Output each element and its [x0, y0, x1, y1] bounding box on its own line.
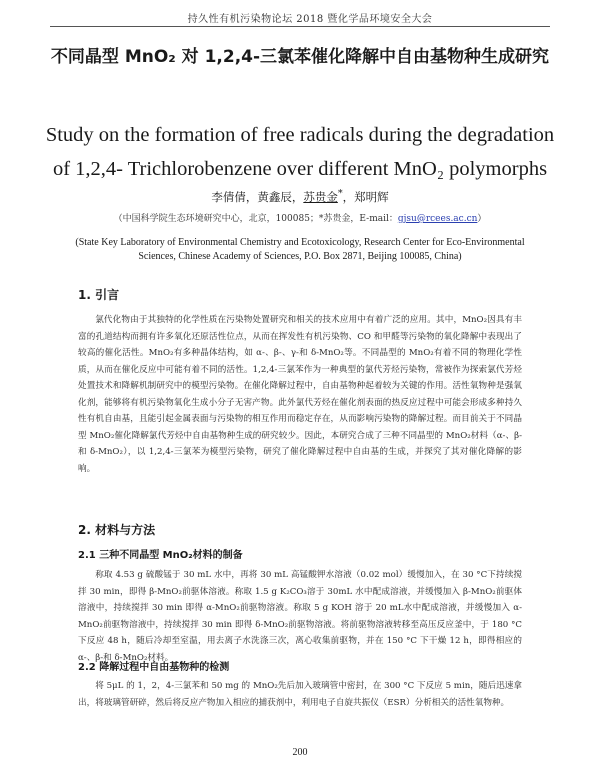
title-english: Study on the formation of free radicals during the degradation of 1,2,4- Trichlorobenzene over different MnO₂ polymorphs: [45, 124, 555, 180]
title-chinese: 不同晶型 MnO₂ 对 1,2,4-三氯苯催化降解中自由基物种生成研究: [50, 47, 550, 67]
section-heading-methods: 2. 材料与方法: [78, 523, 156, 537]
subsection-heading-preparation: 2.1 三种不同晶型 MnO₂材料的制备: [78, 550, 243, 561]
introduction-paragraph: 氯代化物由于其独特的化学性质在污染物处置研究和相关的技术应用中有着广泛的应用。其中，MnO₂因具有丰富的孔道结构而拥有许多氧化还原活性位点，从而在挥发性有机污染物、CO 和甲醛等污染物的氧化降解中表现出了较高的催化活性。MnO₂有多种晶体结构，如 α-、β-、γ-和 δ-MnO₂等。不同晶型的 MnO₂有着不同的物理化学性质，从而在催化反应中可能有着不同的活性。1,2,4-三氯苯作为一种典型的氯代芳烃污染物，常被作为探索氯代芳烃处置技术和降解机制研究中的模型污染物。在催化降解过程中，自由基物种起着较为关键的作用。活性氧物种是强氧化剂，能够将有机污染物氧化生成小分子无害产物。此外氯代芳烃在催化剂表面的热反应过程中可能会形成多种持久性有机自由基，且能引起金属表面与污染物的相互作用而稳定存在，从而影响污染物的降解过程。而目前关于不同晶型 MnO₂催化降解氯代芳烃中自由基物种生成的研究较少。因此，本研究合成了三种不同晶型的 MnO₂材料（α-、β-和 δ-MnO₂），以 1,2,4-三氯苯为模型污染物，研究了催化降解过程中自由基的生成，并探究了其对催化降解的影响。: [78, 315, 522, 474]
authors-after: ，郑明辉: [342, 189, 389, 204]
subsection-heading-detection: 2.2 降解过程中自由基物种的检测: [78, 662, 230, 673]
detection-paragraph: 将 5μL 的 1，2，4-三氯苯和 50 mg 的 MnO₂先后加入玻璃管中密封，在 300 °C 下反应 5 min，随后迅速拿出，将玻璃管研碎，然后将反应产物加入相应的捕获剂中，利用电子自旋共振仪（ESR）分析相关的活性氧物种。: [78, 681, 522, 708]
author-list: [50, 188, 550, 205]
section-heading-introduction: 1. 引言: [78, 288, 120, 302]
affiliation-chinese: [50, 211, 550, 224]
page-number: 200: [292, 747, 308, 758]
authors-before: 李倩倩，黄鑫辰，: [211, 189, 304, 204]
header-rule: [50, 26, 550, 27]
email-link[interactable]: gjsu@rcees.ac.cn: [397, 214, 478, 224]
affiliation-text: （中国科学院生态环境研究中心，北京，100085；*苏贵金，E-mail：: [113, 214, 398, 224]
preparation-paragraph: 称取 4.53 g 硫酸锰于 30 mL 水中，再将 30 mL 高锰酸钾水溶液（0.02 mol）缓慢加入，在 30 °C下持续搅拌 30 min，即得 β-MnO₂前驱体溶液。称取 1.5 g K₂CO₃溶于 30mL 水中配成溶液，并缓慢加入 β-MnO₂前驱体溶液中，持续搅拌 30 min 即得 α-MnO₂前驱物溶液。称取 5 g KOH 溶于 20 mL水中配成溶液，并缓慢加入 α-MnO₂前驱物溶液中，持续搅拌 30 min 即得 δ-MnO₂前驱物溶液。将前驱物溶液转移至高压反应釜中，于 180 °C 下反应 48 h，随后冷却至室温，用去离子水洗涤三次，离心收集前驱物，并在 150 °C 下干燥 12 h，即得相应的 α-、β-和 δ-MnO₂材料。: [78, 570, 522, 663]
running-header: 持久性有机污染物论坛 2018 暨化学品环境安全大会: [187, 14, 433, 25]
corresponding-mark: *: [337, 188, 343, 199]
corresponding-author: 苏贵金: [303, 189, 338, 204]
affiliation-english: (State Key Laboratory of Environmental Chemistry and Ecotoxicology, Research Center for Eco-Environmental Sciences, Chinese Academy of Sciences, P.O. Box 2871, Beijing 100085, China): [75, 237, 525, 262]
affiliation-close: ）: [477, 214, 487, 224]
